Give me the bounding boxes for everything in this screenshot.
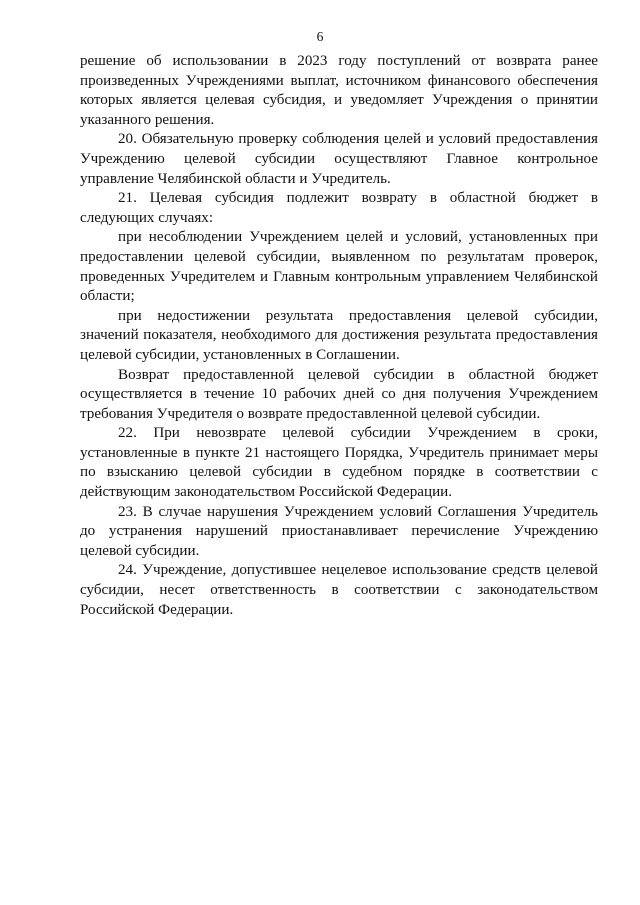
paragraph-21-case-1: при несоблюдении Учреждением целей и условий, установленных при предоставлении целевой субсидии, выявленном по результатам проверок, проведенных Учредителем и Главным контрольным управлением Челябинской области; (80, 229, 598, 305)
document-body (80, 52, 598, 620)
page-number: 6 (316, 29, 324, 44)
paragraph-24: 24. Учреждение, допустившее нецелевое использование средств целевой субсидии, несет ответственность в соответствии с законодательством Российской Федерации. (80, 562, 598, 618)
paragraph-21: 21. Целевая субсидия подлежит возврату в областной бюджет в следующих случаях: (80, 190, 598, 226)
paragraph-22: 22. При невозврате целевой субсидии Учреждением в сроки, установленные в пункте 21 настоящего Порядка, Учредитель принимает меры по взысканию целевой субсидии в судебном порядке в соответствии с действующим законодательством Российской Федерации. (80, 425, 598, 501)
paragraph-23: 23. В случае нарушения Учреждением условий Соглашения Учредитель до устранения нарушений приостанавливает перечисление Учреждению целевой субсидии. (80, 503, 598, 559)
paragraph-20: 20. Обязательную проверку соблюдения целей и условий предоставления Учреждению целевой субсидии осуществляют Главное контрольное управление Челябинской области и Учредитель. (80, 131, 598, 187)
paragraph-21-case-2: при недостижении результата предоставления целевой субсидии, значений показателя, необходимого для достижения результата предоставления целевой субсидии, установленных в Соглашении. (80, 307, 598, 363)
paragraph-continuation: решение об использовании в 2023 году поступлений от возврата ранее произведенных Учреждениями выплат, источником финансового обеспечения которых является целевая субсидия, и уведомляет Учреждения о принятии указанного решения. (80, 53, 598, 128)
paragraph-21-return-terms: Возврат предоставленной целевой субсидии в областной бюджет осуществляется в течение 10 рабочих дней со дня получения Учреждением требования Учредителя о возврате предоставленной целевой субсидии. (80, 366, 598, 422)
